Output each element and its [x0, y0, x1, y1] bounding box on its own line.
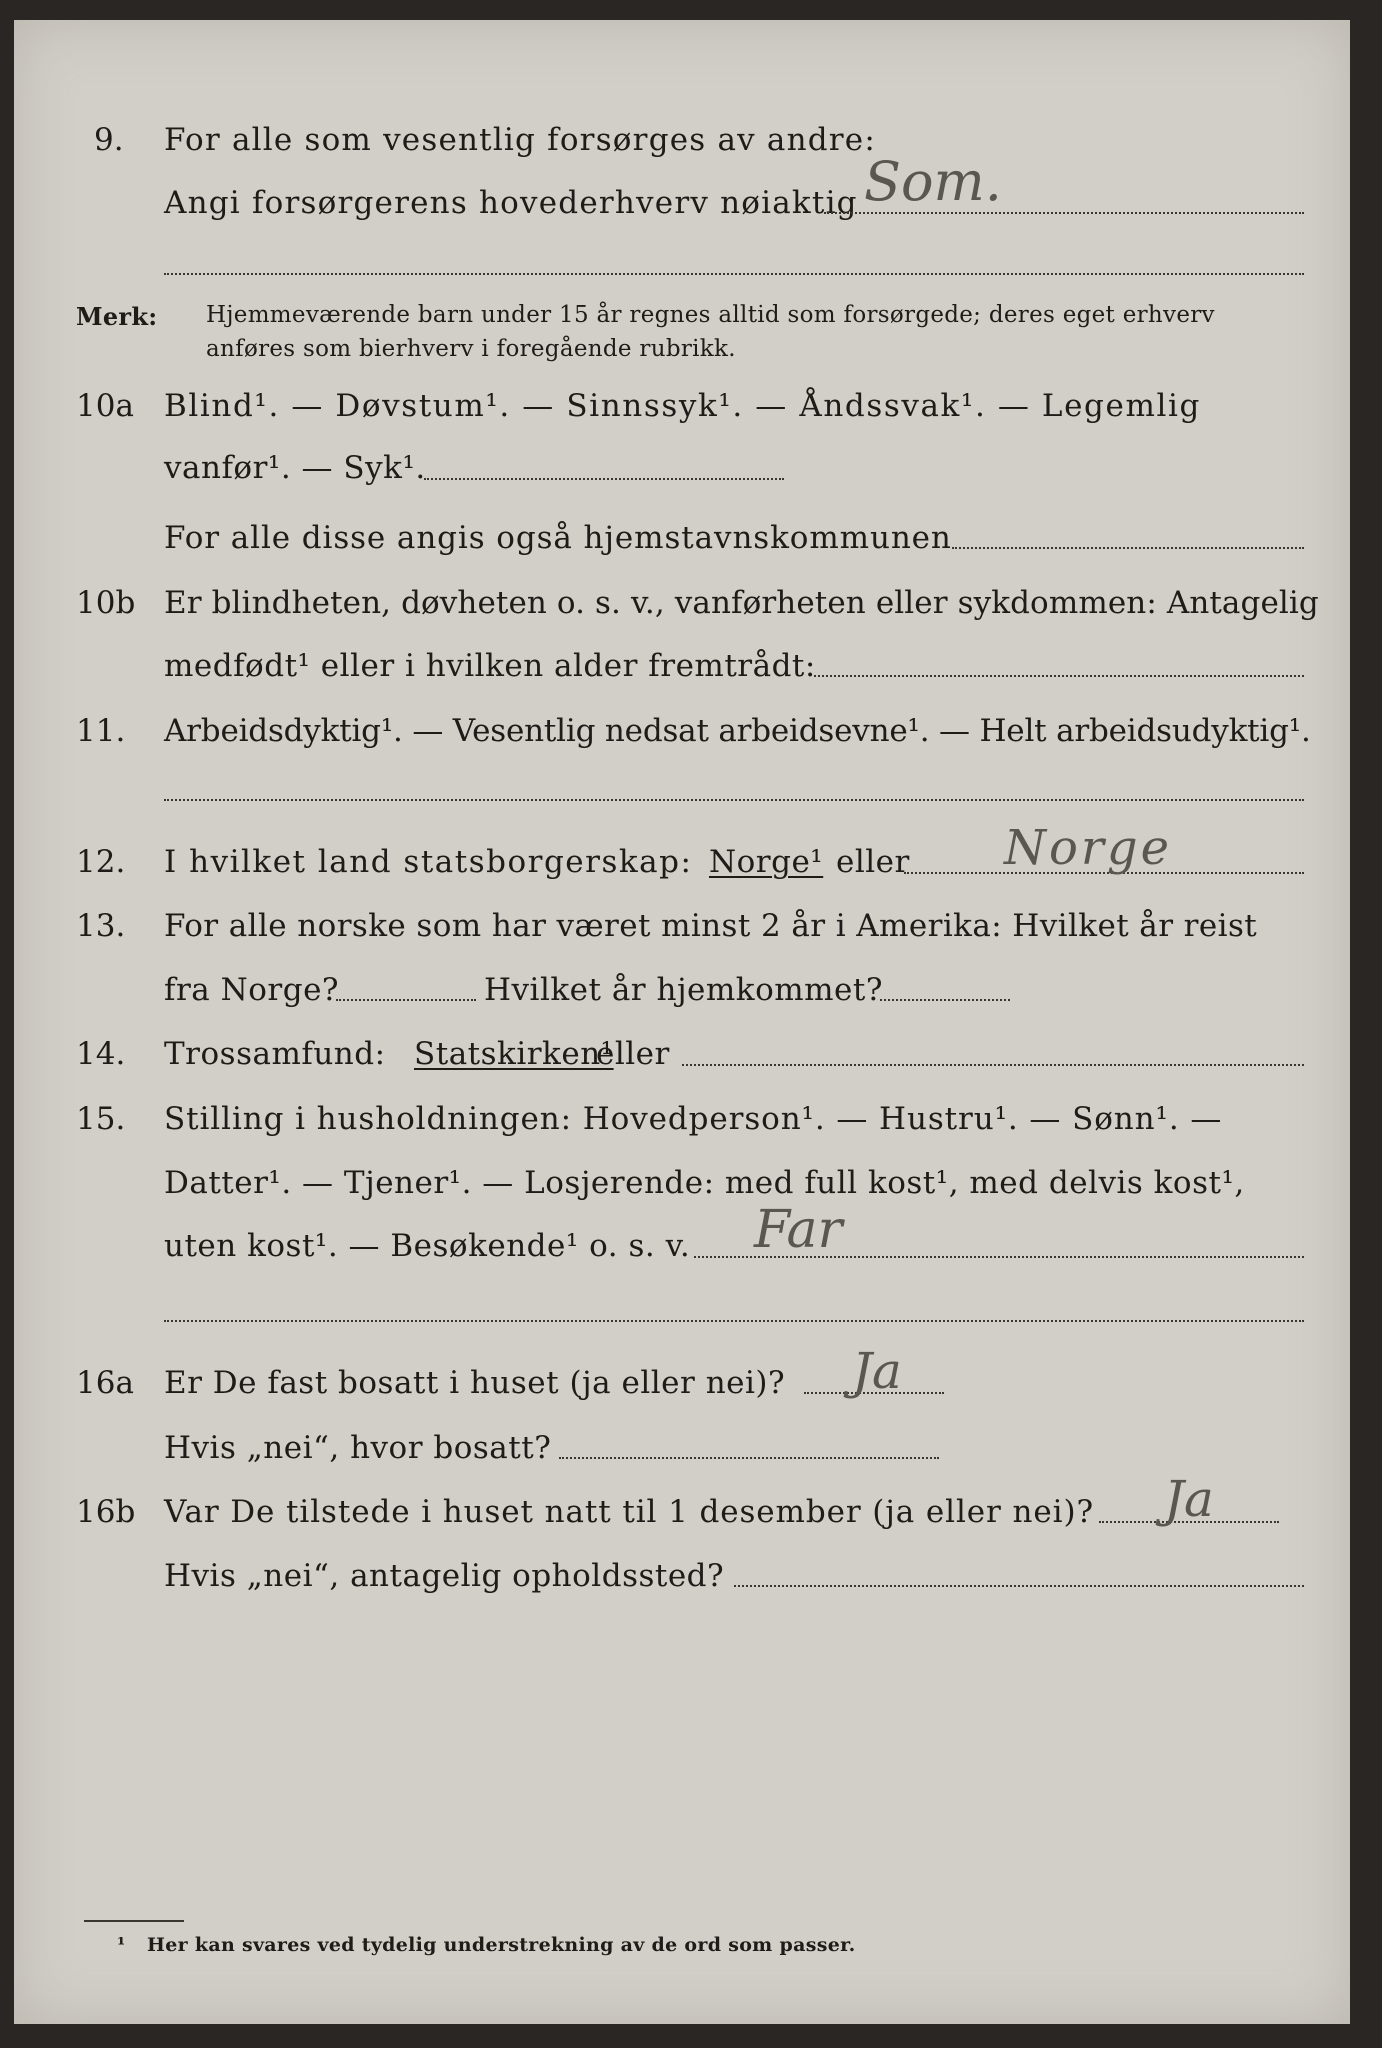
q14-number: 14.: [76, 1036, 126, 1072]
q16a-line2: Hvis „nei“, hvor bosatt?: [164, 1430, 552, 1466]
q15-line1: Stilling i husholdningen: Hovedperson¹. — Hustru¹. — Sønn¹. —: [164, 1101, 1223, 1137]
footnote-rule: [84, 1920, 184, 1922]
merk-label: Merk:: [76, 302, 158, 331]
q12-handwritten-answer: Norge: [1004, 820, 1172, 876]
q16a-bosatt-line: [559, 1457, 939, 1459]
q15-second-line: [164, 1320, 1304, 1322]
q13-line2b: Hvilket år hjemkommet?: [484, 972, 883, 1008]
q9-line2: Angi forsørgerens hovederhverv nøiaktig: [164, 185, 858, 221]
q15-line3: uten kost¹. — Besøkende¹ o. s. v.: [164, 1228, 691, 1264]
q9-handwritten-answer: Som.: [864, 150, 1002, 213]
q9-line1: For alle som vesentlig forsørges av andre:: [164, 122, 876, 158]
q14-statskirken-option: Statskirken¹: [414, 1036, 614, 1072]
q14-post: eller: [596, 1036, 670, 1072]
q13-reist-line: [336, 999, 476, 1001]
q10a-number: 10a: [76, 388, 134, 424]
q15-handwritten-answer: Far: [754, 1200, 843, 1260]
q10b-number: 10b: [76, 585, 136, 621]
q10a-line3: For alle disse angis også hjemstavnskommunen: [164, 520, 952, 556]
q16b-line1: Var De tilstede i huset natt til 1 desember (ja eller nei)?: [164, 1494, 1094, 1530]
q16a-handwritten-answer: Ja: [852, 1342, 902, 1400]
q13-line2a: fra Norge?: [164, 972, 340, 1008]
q10a-syk-line: [424, 478, 784, 480]
q16a-number: 16a: [76, 1365, 134, 1401]
q10b-line2: medfødt¹ eller i hvilken alder fremtrådt:: [164, 648, 816, 684]
q11-answer-line: [164, 799, 1304, 801]
q13-hjemkommet-line: [880, 999, 1010, 1001]
q16b-line2: Hvis „nei“, antagelig opholdssted?: [164, 1558, 725, 1594]
q10b-line1: Er blindheten, døvheten o. s. v., vanførheten eller sykdommen: Antagelig: [164, 585, 1319, 621]
q16b-handwritten-answer: Ja: [1164, 1470, 1214, 1528]
q13-line1: For alle norske som har været minst 2 år i Amerika: Hvilket år reist: [164, 908, 1258, 944]
q10a-line1: Blind¹. — Døvstum¹. — Sinnssyk¹. — Åndssvak¹. — Legemlig: [164, 388, 1201, 424]
q9-second-line: [164, 273, 1304, 275]
q11-number: 11.: [76, 713, 126, 749]
q15-line2: Datter¹. — Tjener¹. — Losjerende: med full kost¹, med delvis kost¹,: [164, 1165, 1245, 1201]
q13-number: 13.: [76, 908, 126, 944]
census-form-page: [14, 20, 1350, 2024]
q16a-line1: Er De fast bosatt i huset (ja eller nei)?: [164, 1365, 786, 1401]
q10a-line2: vanfør¹. — Syk¹.: [164, 450, 426, 486]
q12-number: 12.: [76, 844, 126, 880]
q11-line1: Arbeidsdyktig¹. — Vesentlig nedsat arbeidsevne¹. — Helt arbeidsudyktig¹.: [164, 713, 1311, 749]
footnote-text: Her kan svares ved tydelig understrekning av de ord som passer.: [147, 1934, 856, 1956]
q15-number: 15.: [76, 1101, 126, 1137]
q14-answer-line: [682, 1064, 1304, 1066]
q14-pre: Trossamfund:: [164, 1036, 386, 1072]
q10b-answer-line: [814, 675, 1304, 677]
q16b-opholdssted-line: [734, 1585, 1304, 1587]
q12-pre: I hvilket land statsborgerskap:: [164, 844, 693, 880]
footnote-mark: ¹: [117, 1934, 126, 1956]
q12-post: eller: [836, 844, 910, 880]
q12-norge-option: Norge¹: [709, 844, 824, 880]
q10a-hjemstavn-line: [952, 547, 1304, 549]
q9-number: 9.: [94, 122, 124, 158]
merk-line2: anføres som bierhverv i foregående rubrikk.: [206, 336, 736, 362]
merk-line1: Hjemmeværende barn under 15 år regnes alltid som forsørgede; deres eget erhverv: [206, 302, 1215, 328]
q16b-number: 16b: [76, 1494, 136, 1530]
